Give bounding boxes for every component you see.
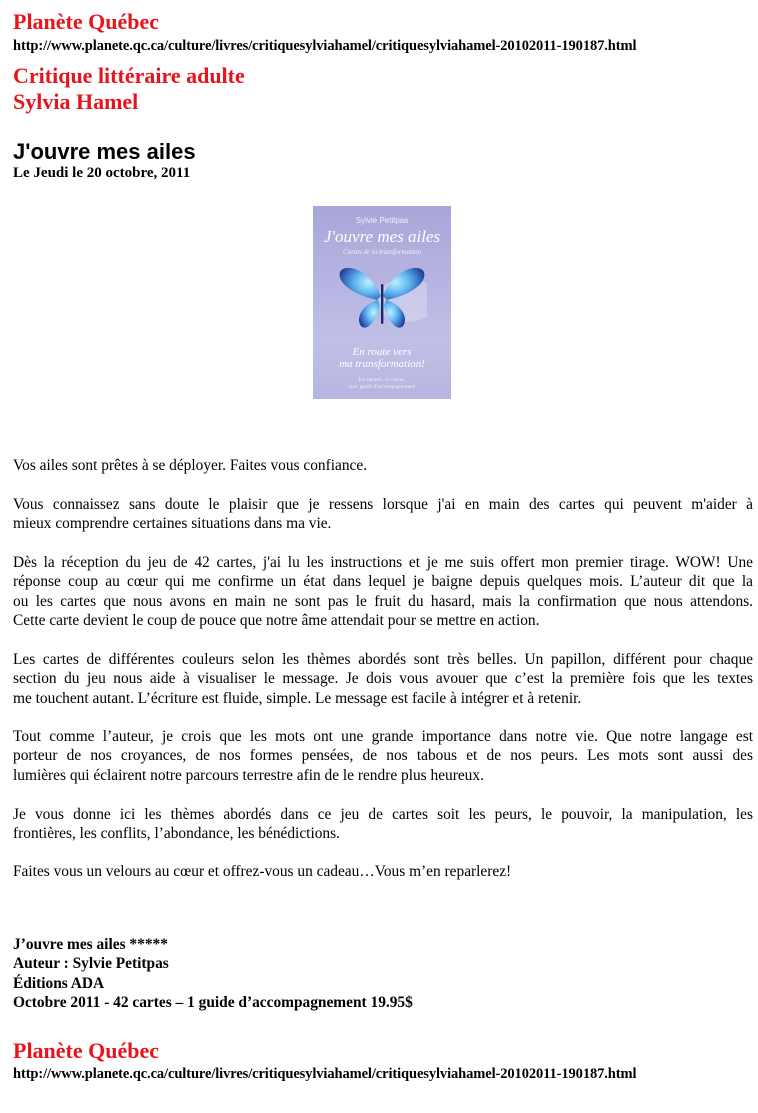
paragraph: Je vous donne ici les thèmes abordés dans ce jeu de cartes soit les peurs, le pouvoir, la manipulation, les frontières, les conflits, l’abondance, les bénédictions.	[13, 806, 753, 843]
paragraph: Faites vous un velours au cœur et offrez-vous un cadeau…Vous m’en reparlerez!	[13, 863, 512, 880]
cover-subtitle: Cartes de la transformation	[343, 248, 421, 256]
article-title: J'ouvre mes ailes	[13, 139, 196, 164]
footer-site-name: Planète Québec	[13, 1038, 160, 1063]
book-info	[13, 935, 413, 1013]
book-info-details: Octobre 2011 - 42 cartes – 1 guide d’accompagnement 19.95$	[13, 994, 413, 1012]
footer-source-url[interactable]: http://www.planete.qc.ca/culture/livres/critiquesylviahamel/critiquesylviahamel-20102011-190187.html	[13, 1066, 637, 1082]
section-title: Critique littéraire adulte	[13, 63, 245, 88]
source-url[interactable]: http://www.planete.qc.ca/culture/livres/critiquesylviahamel/critiquesylviahamel-20102011-190187.html	[13, 38, 637, 54]
paragraph: Vous connaissez sans doute le plaisir que je ressens lorsque j'ai en main des cartes qui peuvent m'aider à mieux comprendre certaines situations dans ma vie.	[13, 496, 753, 533]
butterfly-icon	[337, 260, 427, 336]
book-info-title-line	[13, 935, 413, 954]
book-info-title: J’ouvre mes ailes	[13, 936, 126, 953]
paragraph: Tout comme l’auteur, je crois que les mots ont une grande importance dans notre vie. Que notre langage est porteur de nos croyances, de nos formes pensées, de nos tabous et de nos peurs. Les mots sont aussi des lumières qui éclairent notre parcours terrestre afin de le rendre plus heureux.	[13, 728, 753, 784]
site-name: Planète Québec	[13, 9, 160, 34]
paragraph: Les cartes de différentes couleurs selon les thèmes abordés sont très belles. Un papillon, différent pour chaque section du jeu nous aide à visualiser le message. Je dois vous avouer que c’est la première fois que les textes me touchent autant. L’écriture est fluide, simple. Le message est facile à intégrer et à retenir.	[13, 651, 753, 707]
paragraph: Dès la réception du jeu de 42 cartes, j'ai lu les instructions et je me suis offert mon premier tirage. WOW! Une réponse coup au cœur qui me confirme un état dans lequel je baigne depuis quelques mois. L’auteur dit que la ou les cartes que nous avons en main ne sont pas le fruit du hasard, mais la confirmation que nous attendons. Cette carte devient le coup de pouce que notre âme attendait pour se mettre en action.	[13, 554, 753, 630]
book-info-publisher: Éditions ADA	[13, 974, 105, 992]
cover-title: J'ouvre mes ailes	[323, 227, 441, 246]
article-date: Le Jeudi le 20 octobre, 2011	[13, 165, 191, 181]
reviewer-name: Sylvia Hamel	[13, 89, 139, 114]
cover-author: Sylvie Petitpas	[355, 216, 409, 225]
book-cover-image	[313, 206, 451, 399]
cover-footnote: Un recueil, 42 cartes, avec guide d'accompagnement	[348, 377, 416, 390]
book-rating: *****	[129, 936, 168, 953]
book-info-author: Auteur : Sylvie Petitpas	[13, 955, 169, 973]
paragraph: Vos ailes sont prêtes à se déployer. Faites vous confiance.	[13, 457, 368, 474]
cover-tagline: En route vers ma transformation!	[339, 346, 425, 370]
